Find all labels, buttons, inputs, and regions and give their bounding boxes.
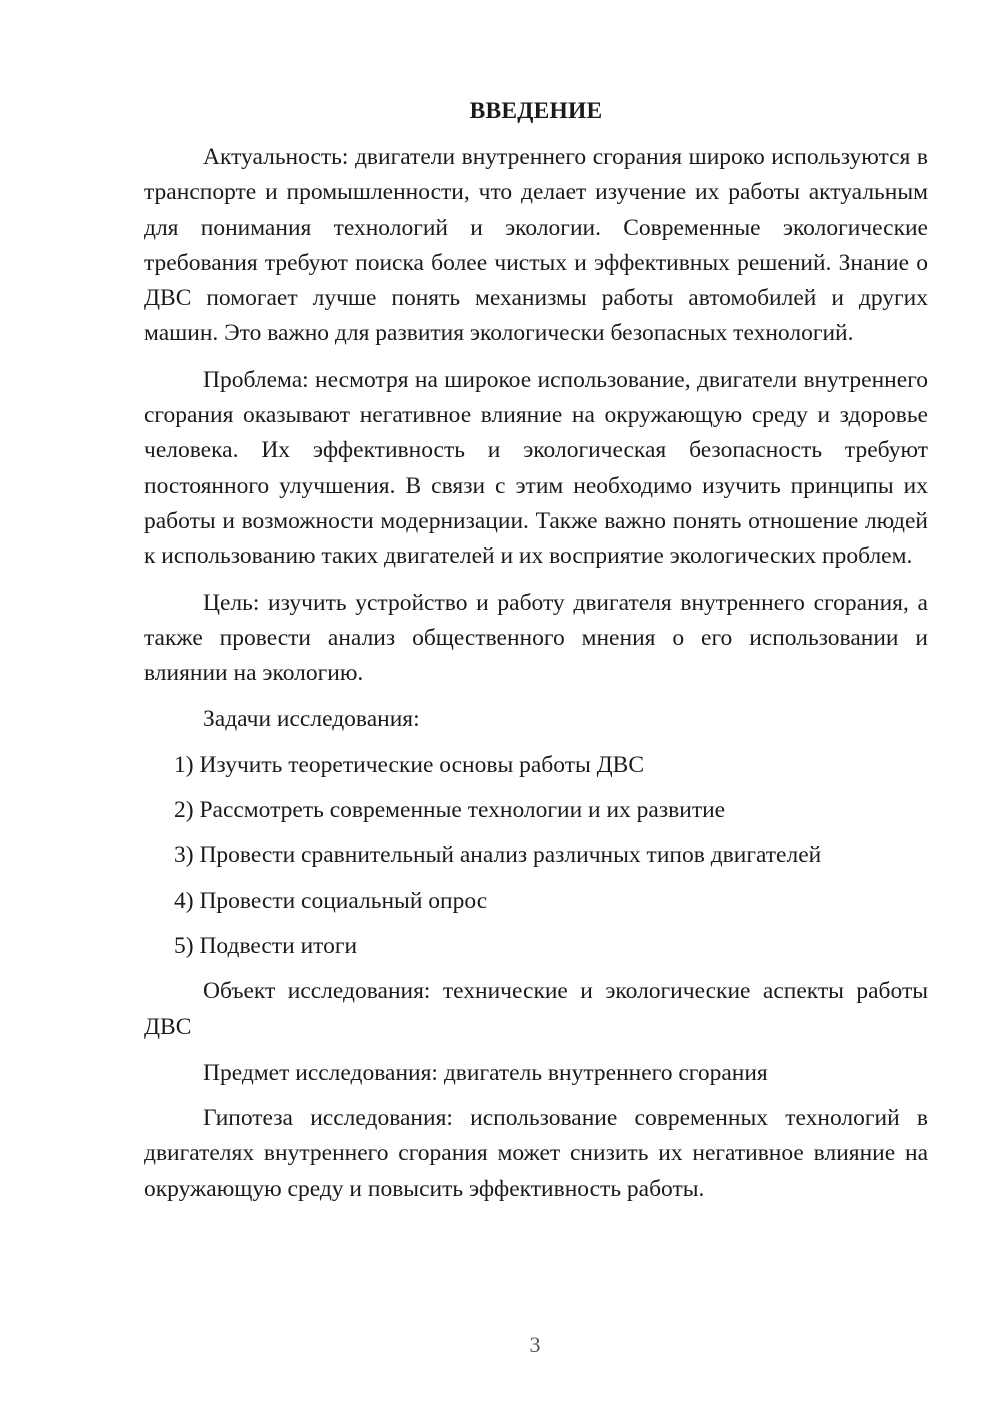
task-item-3: 3) Провести сравнительный анализ различных типов двигателей [174, 842, 822, 869]
tasks-heading: Задачи исследования: [203, 706, 420, 733]
subject-paragraph: Предмет исследования: двигатель внутреннего сгорания [203, 1059, 768, 1086]
object-paragraph: Объект исследования: технические и экологические аспекты работы ДВС [144, 978, 928, 1040]
task-item-2: 2) Рассмотреть современные технологии и их развитие [174, 797, 726, 824]
task-item-5: 5) Подвести итоги [174, 932, 358, 959]
section-title: ВВЕДЕНИЕ [469, 98, 603, 124]
task-item-1: 1) Изучить теоретические основы работы ДВС [174, 751, 644, 778]
hypothesis-paragraph: Гипотеза исследования: использование современных технологий в двигателях внутреннего сгорания может снизить их негативное влияние на окружающую среду и повысить эффективность работы. [144, 1105, 928, 1202]
relevance-paragraph: Актуальность: двигатели внутреннего сгорания широко используются в транспорте и промышленности, что делает изучение их работы актуальным для понимания технологий и экологии. Современные экологические требования требуют поиска более чистых и эффективных решений. Знание о ДВС помогает лучше понять механизмы работы автомобилей и других машин. Это важно для развития экологически безопасных технологий. [144, 144, 928, 347]
problem-paragraph: Проблема: несмотря на широкое использование, двигатели внутреннего сгорания оказывают негативное влияние на окружающую среду и здоровье человека. Их эффективность и экологическая безопасность требуют постоянного улучшения. В связи с этим необходимо изучить принципы их работы и возможности модернизации. Также важно понять отношение людей к использованию таких двигателей и их восприятие экологических проблем. [144, 366, 928, 570]
page-body [144, 96, 928, 1207]
goal-paragraph: Цель: изучить устройство и работу двигателя внутреннего сгорания, а также провести анализ общественного мнения о его использовании и влиянии на экологию. [144, 589, 928, 687]
task-item-4: 4) Провести социальный опрос [174, 887, 488, 914]
tasks-list [144, 748, 928, 964]
page-number: 3 [529, 1332, 541, 1357]
